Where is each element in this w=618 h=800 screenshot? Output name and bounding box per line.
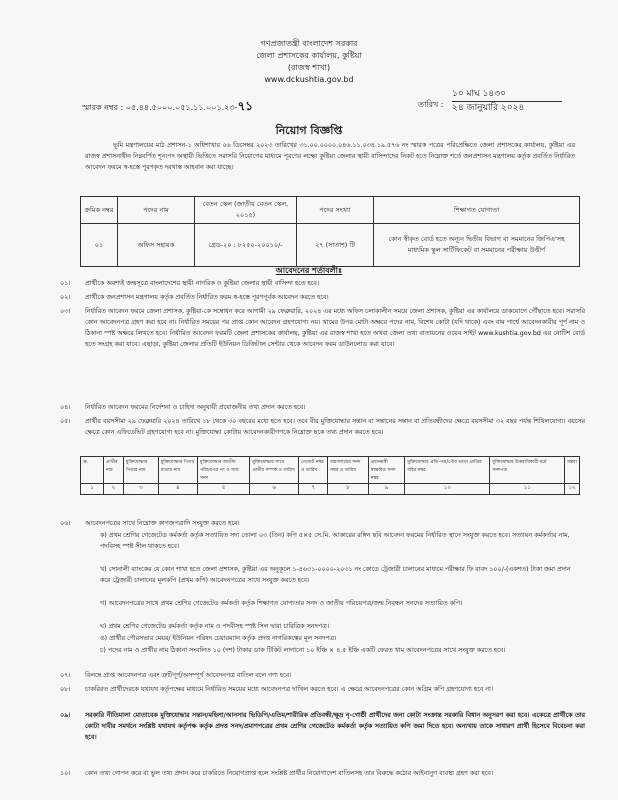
ff-num: ৫ [198, 484, 250, 495]
date-bangla: ১০ মাঘ ১৪৩০ [452, 86, 562, 102]
list-item: ০৩। নির্ধারিত আবেদন ফরমে জেলা প্রশাসক, কুষ্টিয়া-কে সম্বোধন করে আগামী ২৯ ফেব্রুয়ারি, ২০২৪ এর মধ্যে অফিস চলাকালীন সময়ে জেলা প্রশাসক, কুষ্টিয়া এর কার্যালয়ে ডাকযোগে পৌঁছাতে হবে। সরাসরি কোন আবেদনপত্র গ্রহণ করা হবে না। নির্ধারিত সময়ের পর প্রাপ্ত কোন আবেদন গ্রহণযোগ্য নয়। খামের উপর মোটা অক্ষরে পদের নাম, বিশেষ কোটা (যদি থাকে) এবং বাম পার্শ্বে আবেদনকারীর পূর্ণ নাম ও ঠিকানা স্পষ্ট অক্ষরে লিখতে হবে। নির্ধারিত আবেদন ফরমটি জেলা প্রশাসকের কার্যালয়, কুষ্টিয়া এর রাজস্ব শাখা হতে অথবা জেলা তথ্য বাতায়নের ওয়েব সাইট www.kushtia.gov.bd এর নোটিশ বোর্ড হতে সংগ্রহ করা যাবে। এছাড়া, কুষ্টিয়া জেলার প্রতিটি ইউনিয়ন ডিজিটাল সেন্টার থেকে আবেদন ফরম ডাউনলোড করা যাবে। [60, 308, 585, 348]
ff-table-header [81, 457, 580, 484]
freedom-fighter-table [80, 456, 580, 495]
gov-name: গণপ্রজাতন্ত্রী বাংলাদেশ সরকার [260, 39, 358, 48]
list-item: ০৫। প্রার্থীর বয়সসীমা ২৯ ফেব্রুয়ারি ২০২৪ তারিখে ১৮ থেকে ৩০ বছরের মধ্যে হতে হবে। তবে বীর মুক্তিযোদ্ধার সন্তান বা সন্তানের সন্তান বা প্রতিবন্ধীদের ক্ষেত্রে বয়সসীমা ৩২ বছর পর্যন্ত শিথিলযোগ্য। বয়সের ক্ষেত্রে কোন এফিডেভিট গ্রহণযোগ্য হবে না। মুক্তিযোদ্ধা কোটায় আবেদনকারীগণকে নিম্নোক্ত ছকে তথ্য প্রদান করতে হবে। [60, 418, 585, 436]
ff-num: ৬ [250, 484, 299, 495]
ff-num: ৪ [158, 484, 197, 495]
list-item: ০৭। বিলম্বে প্রাপ্ত আবেদনপত্র এবং ত্রুটিপূর্ণ/অসম্পূর্ণ আবেদনপত্র বাতিল বলে গণ্য হবে। [60, 672, 292, 679]
cell-post: অফিস সহায়ক [118, 224, 195, 267]
intro-paragraph: ভূমি মন্ত্রণালয়ের মাঠ প্রশাসন-১ অধিশাখার ০৬ ডিসেম্বর ২০২৩ তারিখের ৩১.০০.০০০০.০৪৬.১১.০৩৪.১৯.৫৭৬ নং স্মারক পত্রের পরিপ্রেক্ষিতে জেলা প্রশাসকের কার্যালয়, কুষ্টিয়া এর রাজস্ব প্রশাসনাধীন নিম্নবর্ণিত শূন্যপদ অস্থায়ী ভিত্তিতে সরাসরি নিয়োগের মাধ্যমে পূরণের লক্ষ্যে কুষ্টিয়া জেলার স্থায়ী বাসিন্দাদের নিকট হতে নিম্নোক্ত শর্তে জনপ্রশাসন মন্ত্রণালয় কর্তৃক প্রবর্তিত নির্ধারিত আবেদন ফরমে স্ব-হস্তে পূরণকৃত দরখাস্ত আহবান করা যাচ্ছে। [85, 142, 575, 171]
ff-num: ৭ [298, 484, 327, 495]
ff-col: মুক্তিযোদ্ধার সাথে প্রার্থীর সম্পর্ক ও তারিখ [250, 457, 299, 484]
attachment-e: ঙ) প্রার্থীর পৌরসভার মেয়র/ ইউনিয়ন পরিষদ চেয়ারম্যান কর্তৃক প্রদত্ত নাগরিকত্বের মূল সনদপত্র। [100, 635, 337, 642]
col-serial: ক্র. [81, 457, 104, 484]
memo-number [82, 98, 253, 118]
table-row [81, 224, 580, 267]
col-scale: বেতন স্কেল (জাতীয় বেতন স্কেল, ২০১৫) [195, 197, 297, 224]
date-english: ২৪ জানুয়ারি ২০২৪ [452, 103, 525, 113]
attachment-c: গ) আবেদনপত্রের সাথে প্রথম শ্রেণির গেজেটেড কর্মকর্তা কর্তৃক শিক্ষাগত যোগ্যতার সনদ ও জাতীয় পরিচয়পত্র/জন্ম নিবন্ধন সনদের সত্যায়িত কপি। [100, 600, 463, 607]
memo-label: স্মারক নম্বর : [82, 103, 124, 112]
memo-value: ০৫.৪৪.৫০০০.০৫১.১১.০০১.২৩- [125, 103, 238, 112]
ff-col: মন্তব্য [565, 457, 580, 484]
attachment-d: ঘ) প্রথম শ্রেণির গেজেটেড কর্মকর্তা কর্তৃক নাম ও পদবীসহ স্পষ্ট সিল দ্বারা চারিত্রিক সনদপত্র। [100, 623, 329, 630]
ff-col: মুক্তিযোদ্ধার উত্তরাধিকারী মর্মে সনদপত্র [490, 457, 565, 484]
ff-col: মুক্তিযোদ্ধার জাতীয় পরিচয়পত্র নং ও জন্ম সনদ [198, 457, 250, 484]
ff-num: ৯ [368, 484, 405, 495]
ff-num: ১০ [405, 484, 490, 495]
list-item: ০২। প্রার্থীকে জনপ্রশাসন মন্ত্রণালয় কর্তৃক প্রবর্তিত নির্ধারিত ফরম স্ব-হস্তে পূরণপূর্বক আবেদন করতে হবে। [60, 294, 329, 301]
website[interactable]: www.dckushtia.gov.bd [264, 75, 354, 84]
attachment-b: খ) সোনালী ব্যাংকের যে কোন শাখা হতে জেলা প্রশাসক, কুষ্টিয়া এর অনুকূলে ১-৪৬৩১-০০০০-২০৩১ নং কোডে ট্রেজারী চালানের মাধ্যমে পরীক্ষার ফি বাবদ ১০০/-(একশত) টাকা জমা প্রদান করে ট্রেজারী চালানের মূলকপি (প্রথম কপি) আবেদনপত্রের সাথে সংযুক্ত করতে হবে। [100, 566, 571, 584]
cell-scale: গ্রেড-২০ : ৮২৫০-২০০১০/- [195, 224, 297, 267]
col-serial: ক্রমিক নম্বর [81, 197, 118, 224]
list-item: ০৪। নির্ধারিত আবেদন ফরমের নির্দেশনা ও চাহিদা অনুযায়ী প্রযোজনীয় তথ্য প্রদান করতে হবে। [60, 404, 306, 411]
list-item: ০১। প্রার্থীকে অবশ্যই জন্মসূত্রে বাংলাদেশের স্থায়ী নাগরিক ও কুষ্টিয়া জেলার স্থায়ী বাসিন্দা হতে হবে। [60, 280, 320, 287]
list-item: ১০। কোন তথ্য গোপন করে বা ভুল তথ্য প্রদান করে চাকরিতে নিয়োগপ্রাপ্ত হলে সংশ্লিষ্ট প্রার্থীর নিয়োগাদেশ বাতিলসহ তার বিরুদ্ধে কঠোর আইনানুগ ব্যবস্থা গ্রহণ করা হবে। [60, 770, 494, 777]
ff-num: ১ [81, 484, 104, 495]
post-table [80, 196, 580, 267]
cell-count: ২৭ (সাতাশ) টি [297, 224, 374, 267]
post-table-header [81, 197, 580, 224]
attachment-f: চ) পদের নাম ও প্রার্থীর নাম ঠিকানা সংবলিত ১০ (দশ) টাকার ডাক টিকিট লাগানো ১০ ইঞ্চি × ৪.৫ ইঞ্চি একটি ফেরত খাম আবেদনপত্রের সাথে সংযুক্ত করতে হবে। [100, 647, 506, 654]
notice-title: নিয়োগ বিজ্ঞপ্তি [275, 124, 343, 137]
ff-col: মুক্তিযোদ্ধার পিতার নাম [123, 457, 158, 484]
date-label: তারিখ : [418, 100, 444, 109]
conditions-title: আবেদনের শর্তাবলীঃ [275, 266, 343, 275]
list-item: ০৯। সরকারি নীতিমালা মোতাবেক মুক্তিযোদ্ধার সন্তান/মহিলা/আনসার ভিডিপি/এতিম/শারীরিক প্রতিবন্ধী/ক্ষুদ্র নৃ-গোষ্ঠী প্রার্থীদের জন্য কোটা সংক্রান্ত সরকারি বিধান অনুসরণ করা হবে। একেত্রে প্রার্থীকে তার কোটা দাবীর সমর্থনে সংশ্লিষ্ট যথাযথ কর্তৃপক্ষ কর্তৃক প্রদত্ত সনদ/প্রমাণপত্রের প্রথম শ্রেণির গেজেটেড কর্মকর্তা কর্তৃক সত্যায়িত কপি জমা দিতে হবে। অন্যথায় তাকে সাধারণ প্রার্থী হিসেবে বিবেচনা করা হবে। [60, 712, 585, 741]
ff-col: মুক্তিযোদ্ধার প্রতি-পত্র/পৌর ভাতা প্রাপ্তির বহির নম্বর [405, 457, 490, 484]
ff-num: ৮ [328, 484, 368, 495]
col-count: পদের সংখ্যা [297, 197, 374, 224]
ff-col: মুক্তিযোদ্ধার পিতা/মাতার নাম [158, 457, 197, 484]
ff-col: মন্ত্রণালয়ের সনদ নম্বর ও তারিখ [328, 457, 368, 484]
ff-col: প্রধানমন্ত্রী স্বাক্ষরিত সনদ নম্বর [368, 457, 405, 484]
cell-serial: ০১ [81, 224, 118, 267]
ff-col: গেজেট নম্বর ও তারিখ [298, 457, 327, 484]
office-name: জেলা প্রশাসকের কার্যালয়, কুষ্টিয়া [256, 51, 362, 60]
col-post: পদের নাম [118, 197, 195, 224]
section-name: (রাজস্ব শাখা) [287, 63, 331, 72]
ff-num: ১২ [565, 484, 580, 495]
list-item: ০৮। চাকরিরত প্রার্থীদেরকে যথাযথ কর্তৃপক্ষের মাধ্যমে নির্ধারিত সময়ের মধ্যে আবেদনপত্র দাখিল করতে হবে। এ ক্ষেত্রে আবেদনপত্রের কোন অগ্রিম কপি গ্রহণযোগ্য হবে না। [60, 686, 494, 693]
attachment-a: ক) প্রথম শ্রেণির গেজেটেড কর্মকর্তা কর্তৃক সত্যায়িত সদ্য তোলা ০৩ (তিন) কপি ৫×৫ সে.মি. আকারের রঙ্গিন ছবি আবেদন ফরমের নির্ধারিত স্থানে সংযুক্ত করতে হবে। সত্যায়ন কর্মকর্তার নাম, পদবিসহ স্পষ্ট সীল থাকতে হবে। [100, 532, 570, 550]
ff-num: ২ [104, 484, 124, 495]
cell-qualification: কোন স্বীকৃত বোর্ড হতে অন্যূন দ্বিতীয় বিভাগ বা সমমানের জিপিএ'সহ মাধ্যমিক স্কুল সার্টিফিকেট বা সমমানের পরীক্ষায় উত্তীর্ণ [374, 224, 580, 267]
col-qualification: শিক্ষাগত যোগ্যতা [374, 197, 580, 224]
table-row [81, 484, 580, 495]
list-item: ০৬। আবেদনপত্রের সাথে নিম্নোক্ত কাগজপত্রাদি সংযুক্ত করতে হবে। [60, 520, 240, 527]
ff-num: ৩ [123, 484, 158, 495]
memo-suffix: ৭১ [237, 99, 254, 113]
ff-col: প্রার্থীর নাম [104, 457, 124, 484]
ff-num: ১১ [490, 484, 565, 495]
